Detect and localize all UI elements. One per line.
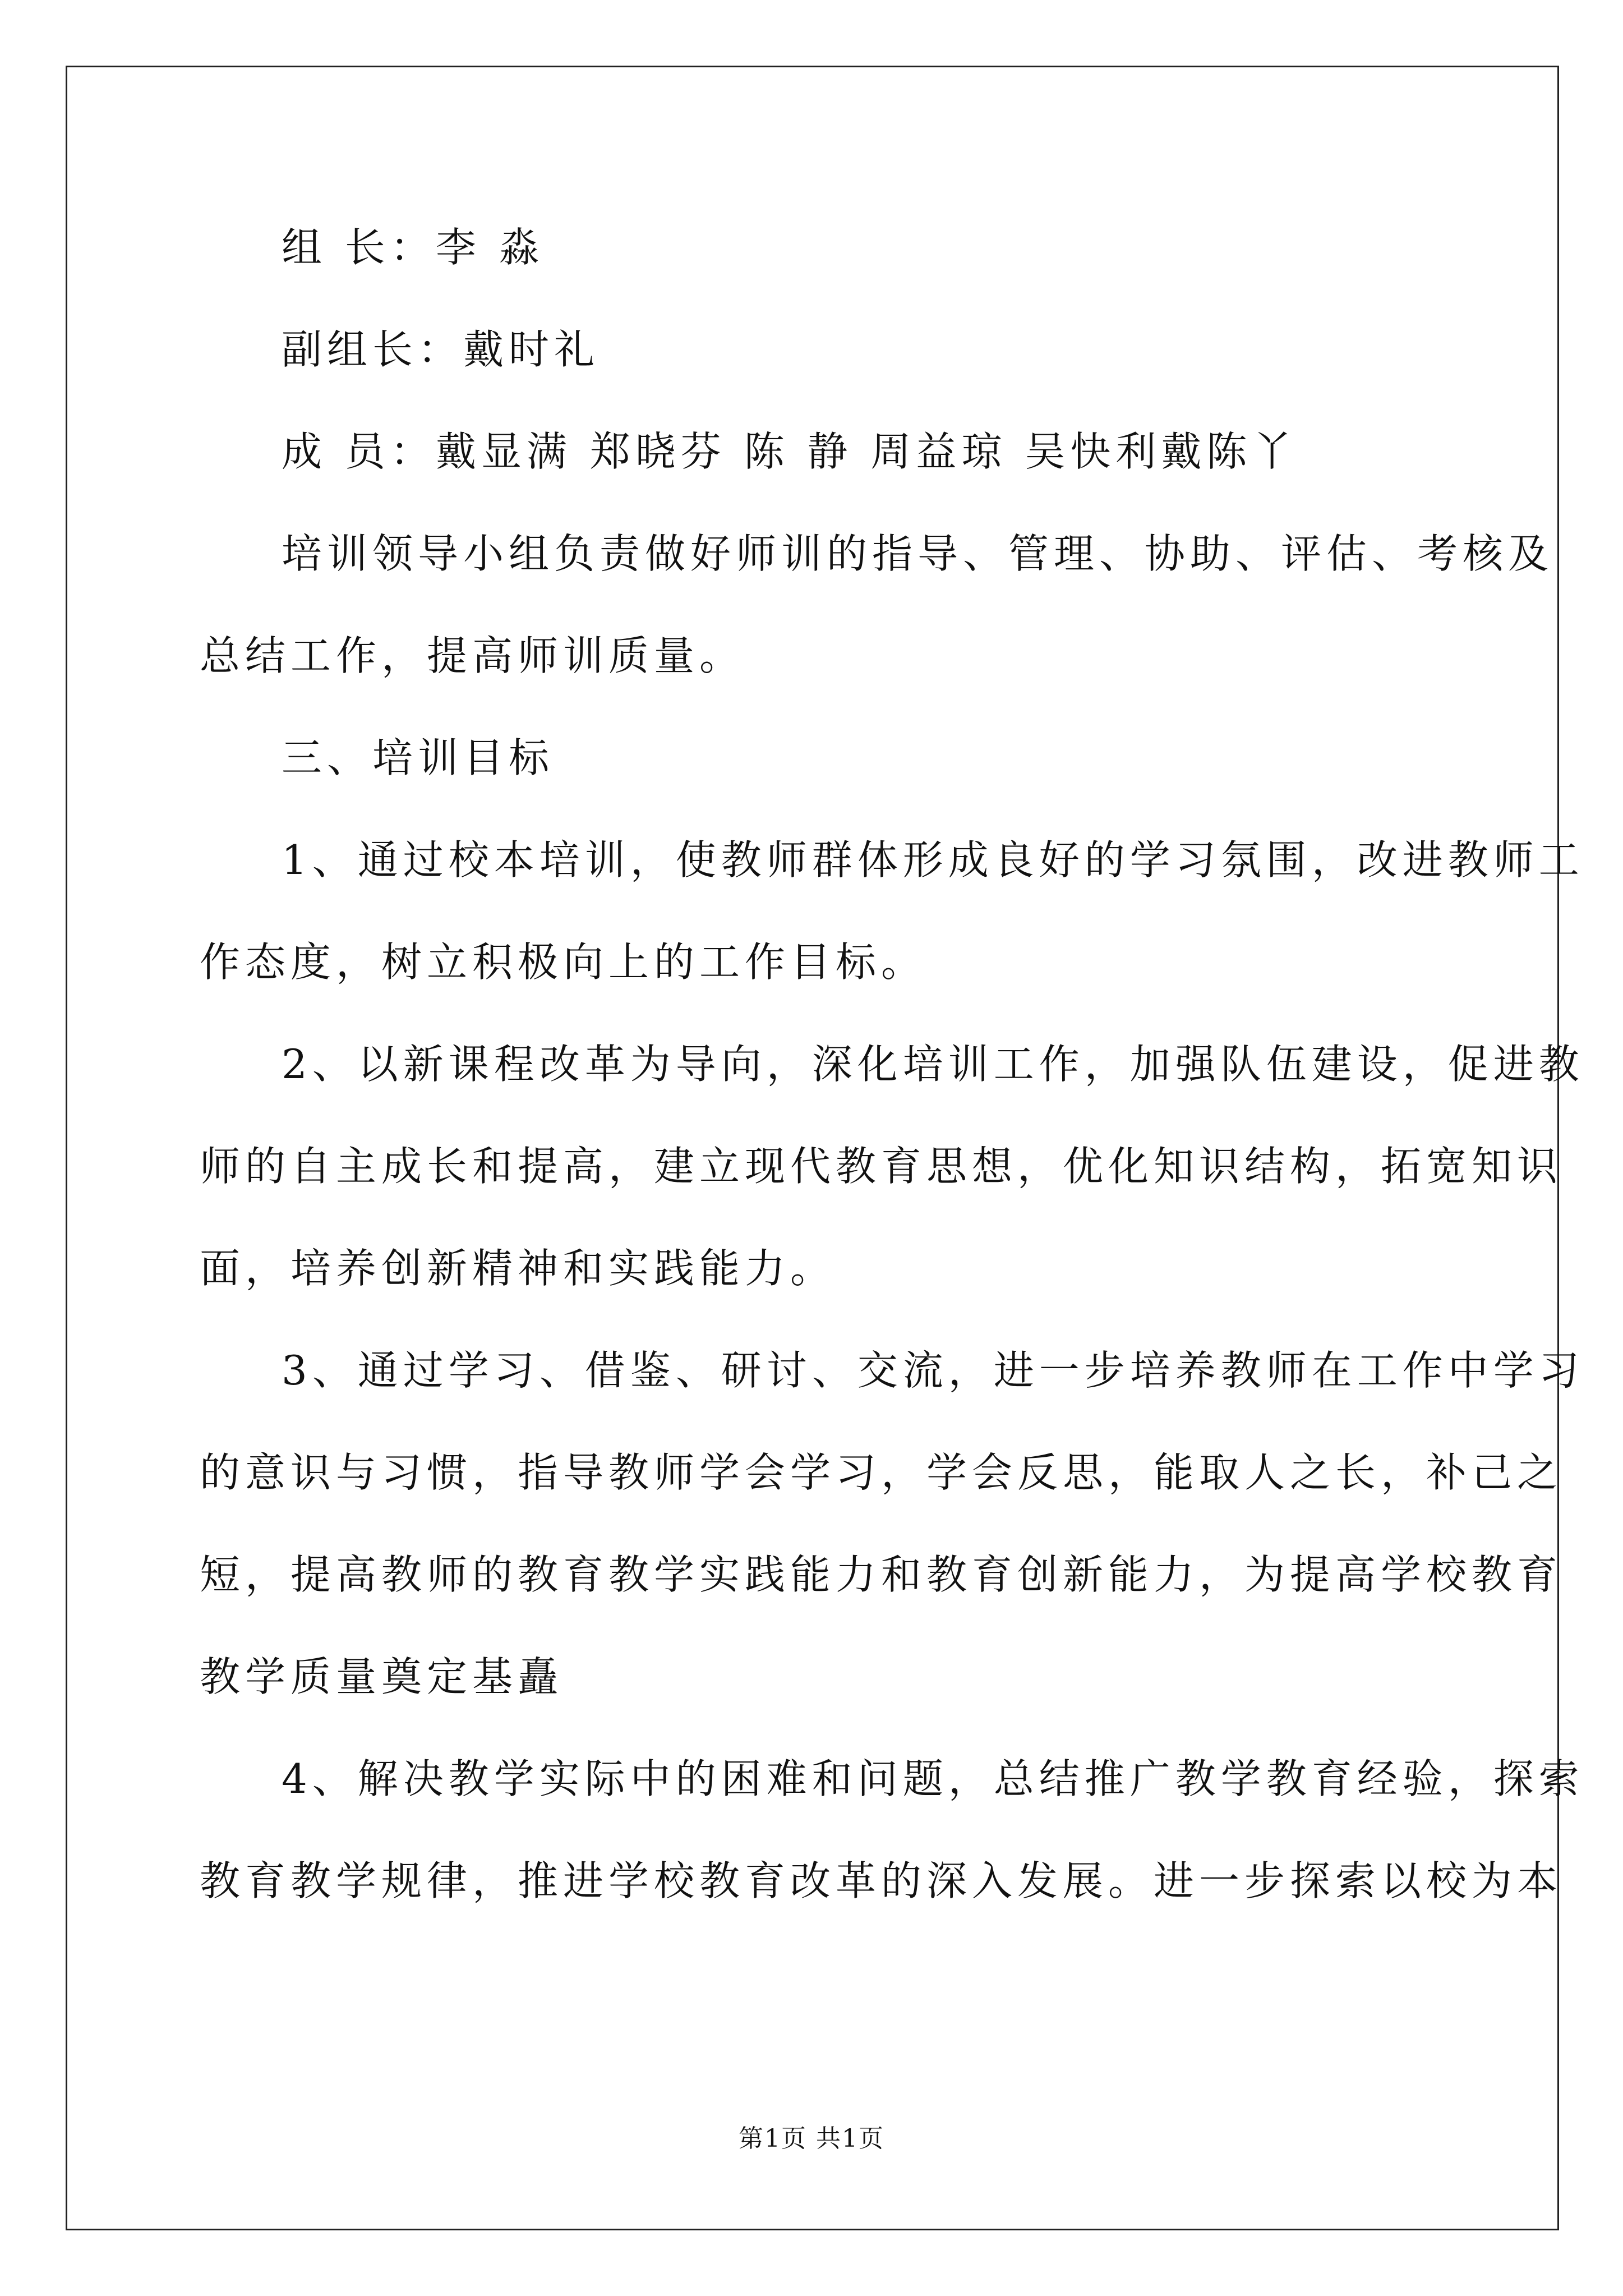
paragraph-line: 3、通过学习、借鉴、研讨、交流，进一步培养教师在工作中学习: [282, 1347, 1584, 1394]
deputy-leader-line: 副组长：戴时礼: [282, 326, 600, 373]
page-number: 第1页 共1页: [739, 2124, 884, 2153]
paragraph-line: 面，培养创新精神和实践能力。: [200, 1245, 836, 1292]
paragraph-line: 短，提高教师的教育教学实践能力和教育创新能力，为提高学校教育: [200, 1551, 1563, 1598]
paragraph-line: 作态度，树立积极向上的工作目标。: [200, 938, 927, 986]
paragraph-line: 教育教学规律，推进学校教育改革的深入发展。进一步探索以校为本: [200, 1857, 1563, 1904]
paragraph-line: 培训领导小组负责做好师训的指导、管理、协助、评估、考核及: [282, 530, 1554, 577]
paragraph-line: 师的自主成长和提高，建立现代教育思想，优化知识结构，拓宽知识: [200, 1143, 1563, 1190]
paragraph-line: 教学质量奠定基矗: [200, 1653, 564, 1700]
section-heading: 三、培训目标: [282, 734, 555, 781]
paragraph-line: 的意识与习惯，指导教师学会学习，学会反思，能取人之长，补己之: [200, 1449, 1563, 1496]
paragraph-line: 2、以新课程改革为导向，深化培训工作，加强队伍建设，促进教: [282, 1041, 1584, 1088]
leader-line: 组 长：李 淼: [282, 224, 545, 271]
members-line: 成 员：戴显满 郑晓芬 陈 静 周益琼 吴快利戴陈丫: [282, 428, 1298, 475]
paragraph-line: 总结工作，提高师训质量。: [200, 632, 745, 679]
paragraph-line: 4、解决教学实际中的困难和问题，总结推广教学教育经验，探索: [282, 1755, 1584, 1802]
paragraph-line: 1、通过校本培训，使教师群体形成良好的学习氛围，改进教师工: [282, 836, 1584, 884]
